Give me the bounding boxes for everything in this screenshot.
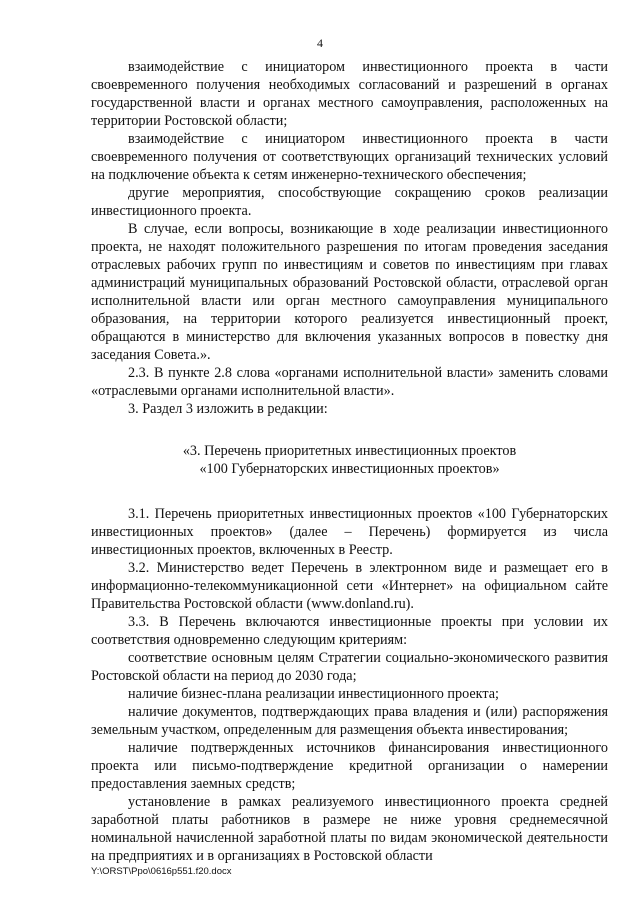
paragraph: 3.3. В Перечень включаются инвестиционные проекты при условии их соответствия одновременно следующим критериям: [91,614,608,648]
paragraph: взаимодействие с инициатором инвестиционного проекта в части своевременного получения необходимых согласований и разрешений в органах государственной власти и органах местного самоуправления, расположенных на территории Ростовской области; [91,59,608,129]
section-heading [91,442,608,478]
list-item: наличие документов, подтверждающих права владения и (или) распоряжения земельным участком, определенным для размещения объекта инвестирования; [91,704,608,738]
section-heading-line-2: «100 Губернаторских инвестиционных проектов» [199,461,500,477]
paragraph: 3.1. Перечень приоритетных инвестиционных проектов «100 Губернаторских инвестиционных проектов» (далее – Перечень) формируется из числа инвестиционных проектов, включенных в Реестр. [91,506,608,558]
document-body [91,58,608,865]
list-item: наличие подтвержденных источников финансирования инвестиционного проекта или письмо-подтверждение кредитной организации о намерении предоставления заемных средств; [91,740,608,792]
paragraph: взаимодействие с инициатором инвестиционного проекта в части своевременного получения от соответствующих организаций технических условий на подключение объекта к сетям инженерно-технического обеспечения; [91,131,608,183]
list-item: наличие бизнес-плана реализации инвестиционного проекта; [128,686,500,702]
paragraph: 3. Раздел 3 изложить в редакции: [128,401,328,417]
list-item: установление в рамках реализуемого инвестиционного проекта средней заработной платы работников в размере не ниже уровня среднемесячной номинальной начисленной заработной платы по видам экономической деятельности на предприятиях и в организациях в Ростовской области [91,794,608,864]
paragraph: другие мероприятия, способствующие сокращению сроков реализации инвестиционного проекта. [91,185,608,219]
footer-file-path: Y:\ORST\Ppo\0616p551.f20.docx [91,866,232,877]
paragraph: 3.2. Министерство ведет Перечень в электронном виде и размещает его в информационно-телекоммуникационной сети «Интернет» на официальном сайте Правительства Ростовской области (www.donland.ru). [91,560,608,612]
list-item: соответствие основным целям Стратегии социально-экономического развития Ростовской области на период до 2030 года; [91,650,608,684]
page-number: 4 [317,36,323,50]
section-heading-line-1: «3. Перечень приоритетных инвестиционных проектов [182,443,517,459]
paragraph: В случае, если вопросы, возникающие в ходе реализации инвестиционного проекта, не находят положительного разрешения по итогам проведения заседания отраслевых рабочих групп по инвестициям и советов по инвестициям при главах администраций муниципальных образований Ростовской области, отраслевой орган исполнительной власти или орган местного самоуправления муниципального образования, на территории которого реализуется инвестиционный проект, обращаются в министерство для включения указанных вопросов в повестку дня заседания Совета.». [91,221,608,363]
paragraph: 2.3. В пункте 2.8 слова «органами исполнительной власти» заменить словами «отраслевыми органами исполнительной власти». [91,365,608,399]
